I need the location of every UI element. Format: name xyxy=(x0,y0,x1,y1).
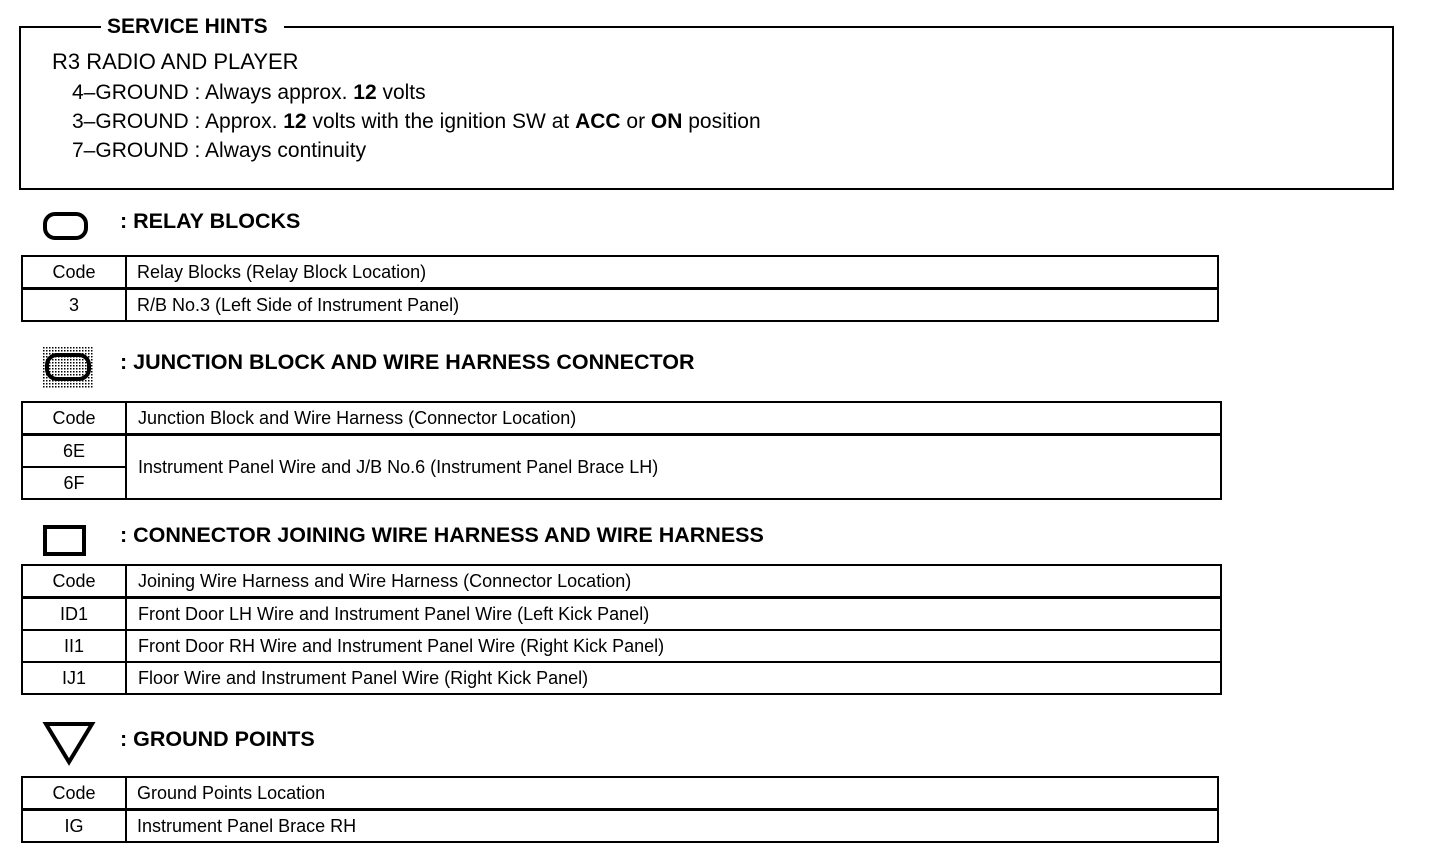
row-code: II1 xyxy=(22,630,126,662)
header-code: Code xyxy=(22,565,126,598)
table-header-row xyxy=(22,256,1218,289)
row-desc: Floor Wire and Instrument Panel Wire (Right Kick Panel) xyxy=(126,662,1221,694)
row-desc: Instrument Panel Brace RH xyxy=(126,810,1218,843)
row-desc: R/B No.3 (Left Side of Instrument Panel) xyxy=(126,289,1218,322)
table-header-row xyxy=(22,565,1221,598)
service-hints-title: SERVICE HINTS xyxy=(101,13,284,41)
table-row xyxy=(22,662,1221,694)
row-desc-merged: Instrument Panel Wire and J/B No.6 (Instrument Panel Brace LH) xyxy=(126,435,1221,500)
table-row xyxy=(22,435,1221,468)
ground-points-table xyxy=(21,776,1219,843)
hint-line-3: 7–GROUND : Always continuity xyxy=(72,139,367,162)
row-desc: Front Door RH Wire and Instrument Panel Wire (Right Kick Panel) xyxy=(126,630,1221,662)
ground-point-icon xyxy=(42,720,96,766)
table-header-row xyxy=(22,777,1218,810)
header-desc: Joining Wire Harness and Wire Harness (Connector Location) xyxy=(126,565,1221,598)
junction-block-table xyxy=(21,401,1222,500)
connector-table xyxy=(21,564,1222,695)
header-code: Code xyxy=(22,777,126,810)
section-title-junction-block: : JUNCTION BLOCK AND WIRE HARNESS CONNECTOR xyxy=(120,350,695,374)
row-code: 6F xyxy=(22,467,126,499)
section-title-connector: : CONNECTOR JOINING WIRE HARNESS AND WIRE HARNESS xyxy=(120,523,764,547)
service-hints-heading: R3 RADIO AND PLAYER xyxy=(52,49,299,74)
row-code: 3 xyxy=(22,289,126,322)
header-desc: Ground Points Location xyxy=(126,777,1218,810)
section-title-relay-blocks: : RELAY BLOCKS xyxy=(120,209,301,233)
hint-line-1: 4–GROUND : Always approx. 12 volts xyxy=(72,81,426,104)
service-hints-box xyxy=(19,15,1394,190)
hint-line-2: 3–GROUND : Approx. 12 volts with the ignition SW at ACC or ON position xyxy=(72,110,761,133)
junction-block-icon xyxy=(40,344,96,390)
header-desc: Relay Blocks (Relay Block Location) xyxy=(126,256,1218,289)
table-row xyxy=(22,810,1218,843)
relay-block-icon xyxy=(42,210,90,242)
table-row xyxy=(22,630,1221,662)
header-desc: Junction Block and Wire Harness (Connector Location) xyxy=(126,402,1221,435)
header-code: Code xyxy=(22,256,126,289)
section-title-ground-points: : GROUND POINTS xyxy=(120,727,315,751)
row-code: 6E xyxy=(22,435,126,468)
row-desc: Front Door LH Wire and Instrument Panel Wire (Left Kick Panel) xyxy=(126,598,1221,631)
row-code: IG xyxy=(22,810,126,843)
table-row xyxy=(22,598,1221,631)
table-header-row xyxy=(22,402,1221,435)
relay-blocks-table xyxy=(21,255,1219,322)
header-code: Code xyxy=(22,402,126,435)
row-code: ID1 xyxy=(22,598,126,631)
table-row xyxy=(22,289,1218,322)
row-code: IJ1 xyxy=(22,662,126,694)
connector-icon xyxy=(42,524,88,558)
